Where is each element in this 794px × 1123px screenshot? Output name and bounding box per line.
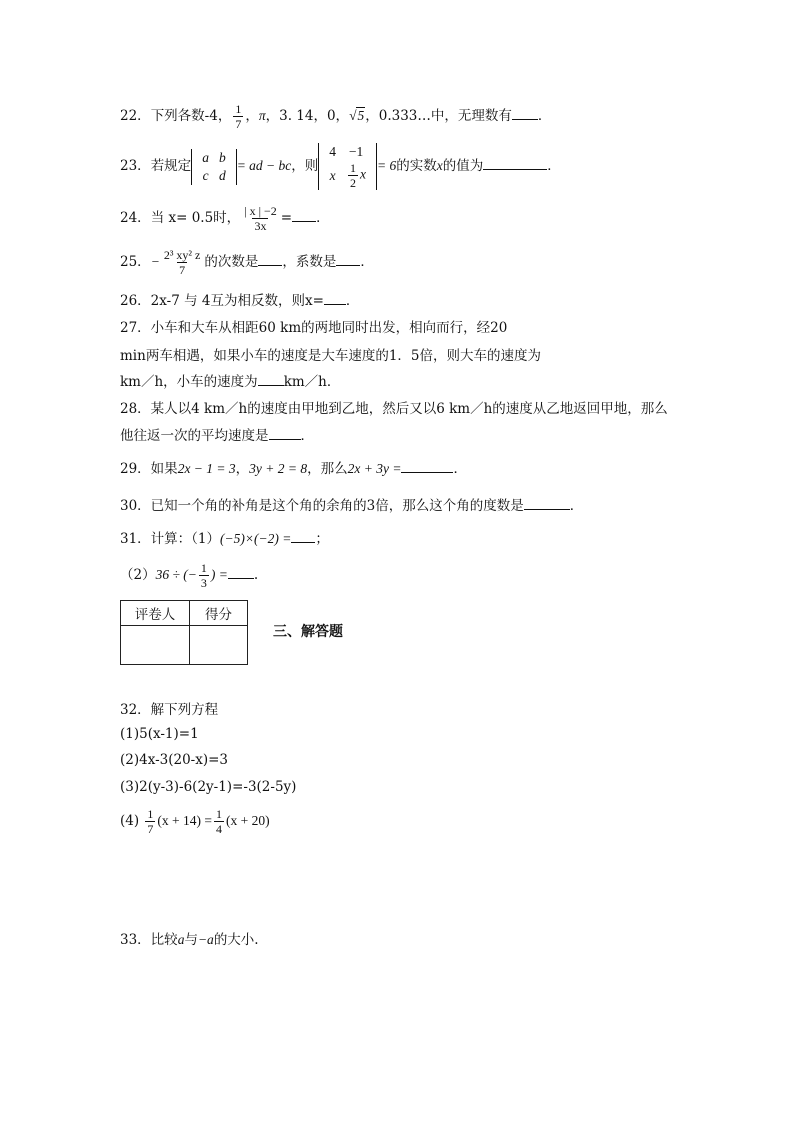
- answer-blank[interactable]: [269, 426, 301, 440]
- equation-3: (3)2(y-3)-6(2y-1)=-3(2-5y): [120, 779, 297, 795]
- section-title: 三、解答题: [273, 624, 343, 640]
- question-27-line-3: km／h，小车的速度为 km／h．: [120, 374, 341, 390]
- fraction: $\frac{1}{7}$: [235, 102, 242, 131]
- question-22: 22．下列各数-4， $\frac{1}{7}$ ，π，3. 14，0，√5，0.333…中，无理数有 ．: [120, 102, 552, 131]
- fraction: $\frac{1}{4}$: [216, 807, 223, 836]
- score-header: 得分: [190, 601, 248, 626]
- question-30: 30．已知一个角的补角是这个角的余角的3倍，那么这个角的度数是 ．: [120, 498, 584, 514]
- equation-1: (1)5(x-1)=1: [120, 726, 199, 742]
- answer-blank[interactable]: [512, 106, 538, 120]
- question-32-title: 32．解下列方程: [120, 702, 219, 718]
- question-28-line-2: 他往返一次的平均速度是 ．: [120, 428, 314, 444]
- question-31-part-1: 31．计算：（1）(−5)×(−2) = ；: [120, 531, 329, 547]
- answer-blank[interactable]: [324, 291, 346, 305]
- grader-cell[interactable]: [121, 626, 190, 665]
- score-cell[interactable]: [190, 626, 248, 665]
- sqrt-expression: √5: [349, 108, 365, 123]
- question-23: 23．若规定 a b c d = ad − bc，则 4 −1 x $\frac{1}{2}$ x = 6的实数x的值为 ．: [120, 144, 561, 190]
- fraction: $\frac{1}{2}$: [350, 161, 357, 190]
- determinant-equation: 4 −1 x $\frac{1}{2}$ x: [318, 143, 377, 190]
- question-29: 29．如果2x − 1 = 3，3y + 2 = 8，那么2x + 3y = ．: [120, 461, 467, 477]
- answer-blank[interactable]: [336, 252, 360, 266]
- question-24: 24．当 x= 0.5时， $\frac{| x | -2}{3x}$ = ．: [120, 204, 330, 233]
- answer-blank[interactable]: [291, 529, 315, 543]
- fraction: $\frac{1}{3}$: [200, 561, 207, 590]
- question-31-part-2: （2）36 ÷ (− $\frac{1}{3}$ ) = .: [120, 561, 259, 590]
- question-27-line-1: 27．小车和大车从相距60 km的两地同时出发，相向而行，经20: [120, 320, 508, 336]
- question-27-line-2: min两车相遇，如果小车的速度是大车速度的1．5倍，则大车的速度为: [120, 348, 541, 364]
- answer-blank[interactable]: [401, 459, 453, 473]
- question-33: 33．比较a与−a的大小.: [120, 932, 259, 948]
- answer-blank[interactable]: [228, 565, 254, 579]
- answer-blank[interactable]: [258, 372, 284, 386]
- equation-2: (2)4x-3(20-x)=3: [120, 752, 229, 768]
- score-table: [120, 600, 248, 665]
- answer-blank[interactable]: [292, 208, 316, 222]
- answer-blank[interactable]: [524, 496, 570, 510]
- question-26: 26．2x-7 与 4互为相反数，则x= ．: [120, 293, 360, 309]
- answer-blank[interactable]: [483, 156, 547, 170]
- answer-blank[interactable]: [258, 252, 282, 266]
- question-28-line-1: 28．某人以4 km／h的速度由甲地到乙地，然后又以6 km／h的速度从乙地返回甲地，那么: [120, 401, 668, 417]
- determinant-definition: a b c d: [191, 149, 237, 185]
- fraction: $\frac{| x | -2}{3x}$: [244, 204, 277, 233]
- question-25: 25．− $\frac{\text{2³ xy² z}}{7}$ 的次数是 ，系数是 ．: [120, 248, 374, 277]
- equation-4: (4) $\frac{1}{7}$ (x + 14) = $\frac{1}{4}$ (x + 20): [120, 807, 270, 836]
- fraction: $\frac{1}{7}$: [147, 807, 154, 836]
- fraction: $\frac{\text{2³ xy² z}}{7}$: [163, 248, 201, 277]
- grader-header: 评卷人: [121, 601, 190, 626]
